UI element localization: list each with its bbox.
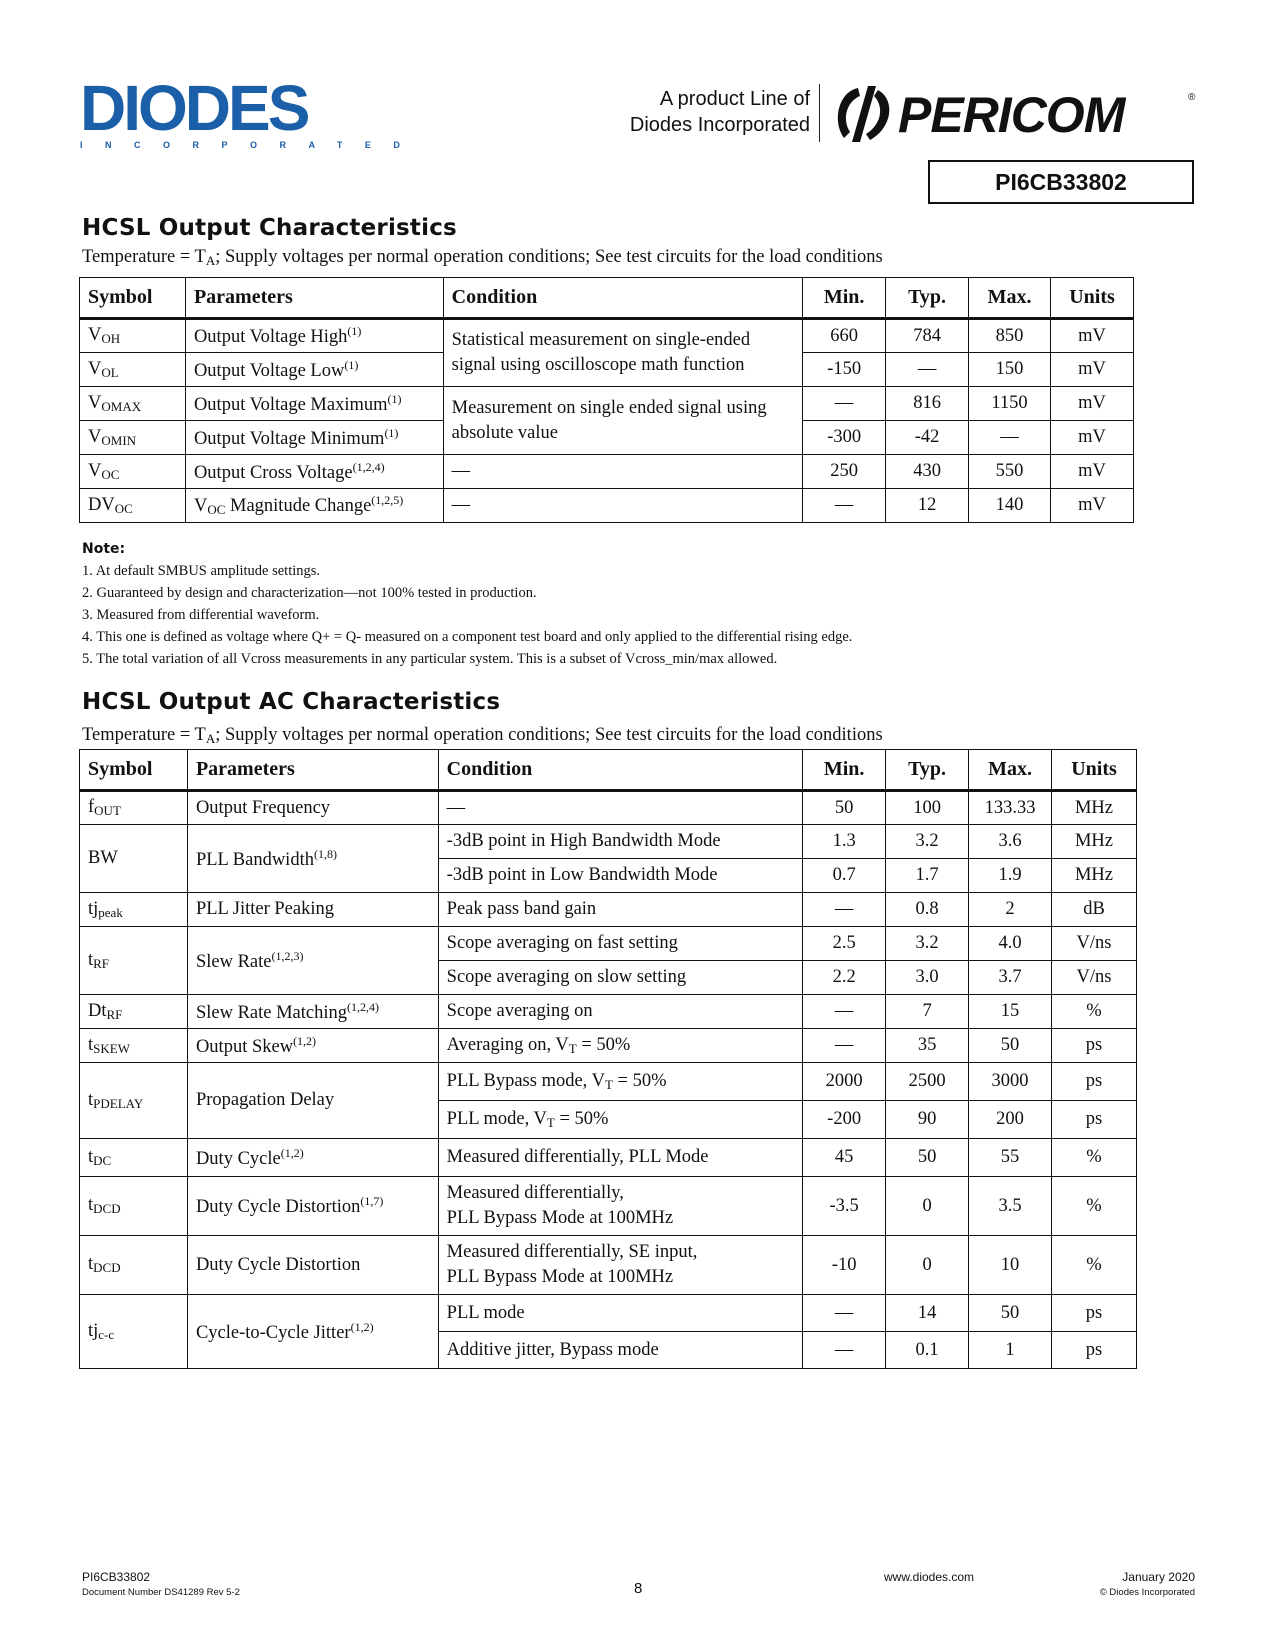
min-cell: 2.2 [803,961,886,995]
max-cell: 50 [969,1029,1052,1063]
max-cell: 1.9 [969,859,1052,893]
min-cell: — [803,995,886,1029]
symbol-cell: $tj_{c-c}$ [80,1295,188,1369]
symbol-cell: $t_{DCD}$ [80,1177,188,1236]
units-cell: mV [1050,489,1133,523]
typ-cell: 816 [886,387,969,421]
footer-document-number: Document Number DS41289 Rev 5-2 [82,1587,240,1598]
dc-section-title: HCSL Output Characteristics [82,215,457,241]
condition-cell: Measured differentially, SE input, PLL Bypass Mode at 100MHz [438,1236,802,1295]
typ-cell: 0.8 [886,893,969,927]
units-cell: mV [1050,387,1133,421]
parameter-cell: PLL Jitter Peaking [187,893,438,927]
min-cell: — [803,1295,886,1332]
units-cell: ps [1052,1063,1137,1101]
table-row [80,489,1134,523]
min-cell: 45 [803,1139,886,1177]
typ-cell: 784 [886,319,969,353]
symbol-cell: $f_{OUT}$ [80,791,188,825]
parameter-cell: Duty Cycle Distortion$^{(1,7)}$ [187,1177,438,1236]
diodes-logo-word: DIODES [80,72,308,144]
condition-cell: — [438,791,802,825]
notes-title: Note: [82,541,126,557]
footer-url: www.diodes.com [884,1570,975,1584]
units-cell: MHz [1052,791,1137,825]
units-cell: ps [1052,1029,1137,1063]
min-cell: -150 [803,353,886,387]
max-cell: 4.0 [969,927,1052,961]
min-cell: — [803,893,886,927]
max-cell: 1 [969,1332,1052,1369]
symbol-cell: $t_{PDELAY}$ [80,1063,188,1139]
condition-cell: Scope averaging on fast setting [438,927,802,961]
symbol-cell: BW [80,825,188,893]
units-cell: ps [1052,1332,1137,1369]
symbol-cell: $V_{OL}$ [80,353,186,387]
condition-cell: Averaging on, $V_T = 50\%$ [438,1029,802,1063]
typ-cell: 3.2 [886,825,969,859]
pericom-mark-icon [838,86,889,142]
table-row [80,893,1137,927]
dc-characteristics-table [79,277,1134,523]
typ-cell: 14 [886,1295,969,1332]
parameter-cell: Output Voltage Maximum$^{(1)}$ [185,387,443,421]
min-cell: 1.3 [803,825,886,859]
condition-cell: Additive jitter, Bypass mode [438,1332,802,1369]
units-cell: ps [1052,1101,1137,1139]
typ-cell: 3.2 [886,927,969,961]
col-header-min: Min. [803,278,886,319]
symbol-cell: $DV_{OC}$ [80,489,186,523]
tagline-line2: Diodes Incorporated [629,114,810,136]
table-row [80,1139,1137,1177]
page-number: 8 [634,1580,643,1597]
col-header-parameters: Parameters [185,278,443,319]
condition-cell: — [443,489,803,523]
typ-cell: — [886,353,969,387]
typ-cell: 12 [886,489,969,523]
tagline-line1: A product Line of [659,88,810,110]
note-item: 1. At default SMBUS amplitude settings. [82,563,321,579]
parameter-cell: Output Frequency [187,791,438,825]
max-cell: 550 [969,455,1051,489]
ac-subtitle: Temperature = $T_A$; Supply voltages per normal operation conditions; See test circuits for the load conditions [82,725,883,746]
table-row [80,319,1134,353]
table-row [80,825,1137,859]
symbol-cell: $V_{OMAX}$ [80,387,186,421]
parameter-cell: Slew Rate Matching$^{(1,2,4)}$ [187,995,438,1029]
typ-cell: 430 [886,455,969,489]
col-header-condition: Condition [438,750,802,791]
col-header-max: Max. [969,750,1052,791]
footer-part-number: PI6CB33802 [82,1570,151,1584]
table-row [80,1063,1137,1101]
units-cell: V/ns [1052,927,1137,961]
units-cell: MHz [1052,859,1137,893]
ac-characteristics-table [79,749,1137,1369]
max-cell: 10 [969,1236,1052,1295]
condition-cell: Scope averaging on [438,995,802,1029]
units-cell: % [1052,1177,1137,1236]
min-cell: — [803,1332,886,1369]
table-header-row [80,278,1134,319]
note-item: 5. The total variation of all Vcross measurements in any particular system. This is a subset of Vcross_min/max allowed. [82,651,778,667]
max-cell: 3.5 [969,1177,1052,1236]
note-item: 2. Guaranteed by design and characterization—not 100% tested in production. [82,585,537,601]
max-cell: 133.33 [969,791,1052,825]
parameter-cell: Cycle-to-Cycle Jitter$^{(1,2)}$ [187,1295,438,1369]
min-cell: 250 [803,455,886,489]
condition-cell: Measurement on single ended signal using absolute value [443,387,803,455]
header-divider [819,84,820,142]
parameter-cell: $V_{OC}$ Magnitude Change$^{(1,2,5)}$ [185,489,443,523]
min-cell: 2.5 [803,927,886,961]
symbol-cell: $V_{OH}$ [80,319,186,353]
part-number-box: PI6CB33802 [928,160,1194,204]
symbol-cell: $V_{OC}$ [80,455,186,489]
pericom-logo [830,82,1200,146]
symbol-cell: $t_{DCD}$ [80,1236,188,1295]
min-cell: -10 [803,1236,886,1295]
units-cell: mV [1050,455,1133,489]
typ-cell: 50 [886,1139,969,1177]
col-header-symbol: Symbol [80,750,188,791]
max-cell: 2 [969,893,1052,927]
units-cell: mV [1050,421,1133,455]
table-row [80,791,1137,825]
table-header-row [80,750,1137,791]
parameter-cell: Duty Cycle Distortion [187,1236,438,1295]
parameter-cell: Output Voltage Low$^{(1)}$ [185,353,443,387]
min-cell: -200 [803,1101,886,1139]
table-row [80,455,1134,489]
parameter-cell: Duty Cycle$^{(1,2)}$ [187,1139,438,1177]
footer-date: January 2020 [1122,1570,1195,1584]
footer-right [1100,1570,1195,1598]
units-cell: V/ns [1052,961,1137,995]
condition-cell: PLL Bypass mode, $V_T = 50\%$ [438,1063,802,1101]
col-header-typ: Typ. [886,750,969,791]
max-cell: 150 [969,353,1051,387]
max-cell: 3.6 [969,825,1052,859]
table-row [80,1295,1137,1332]
min-cell: 50 [803,791,886,825]
parameter-cell: Output Cross Voltage$^{(1,2,4)}$ [185,455,443,489]
col-header-units: Units [1052,750,1137,791]
parameter-cell: Output Skew$^{(1,2)}$ [187,1029,438,1063]
condition-cell: Statistical measurement on single-ended signal using oscilloscope math function [443,319,803,387]
condition-cell: PLL mode, $V_T = 50\%$ [438,1101,802,1139]
table-row [80,995,1137,1029]
table-row [80,927,1137,961]
col-header-min: Min. [803,750,886,791]
ac-section-title: HCSL Output AC Characteristics [82,689,501,715]
max-cell: 55 [969,1139,1052,1177]
symbol-cell: $t_{DC}$ [80,1139,188,1177]
max-cell: 200 [969,1101,1052,1139]
condition-cell: PLL mode [438,1295,802,1332]
min-cell: 0.7 [803,859,886,893]
units-cell: mV [1050,353,1133,387]
max-cell: 1150 [969,387,1051,421]
condition-cell: Scope averaging on slow setting [438,961,802,995]
col-header-units: Units [1050,278,1133,319]
max-cell: 3.7 [969,961,1052,995]
min-cell: — [803,1029,886,1063]
diodes-logo [80,72,423,150]
max-cell: 3000 [969,1063,1052,1101]
max-cell: 850 [969,319,1051,353]
col-header-typ: Typ. [886,278,969,319]
note-item: 3. Measured from differential waveform. [82,607,320,623]
symbol-cell: $t_{RF}$ [80,927,188,995]
min-cell: 660 [803,319,886,353]
symbol-cell: $tj_{peak}$ [80,893,188,927]
min-cell: -3.5 [803,1177,886,1236]
min-cell: 2000 [803,1063,886,1101]
pericom-wordmark: PERICOM [898,87,1125,143]
units-cell: % [1052,1236,1137,1295]
typ-cell: -42 [886,421,969,455]
table-row [80,1177,1137,1236]
parameter-cell: Output Voltage Minimum$^{(1)}$ [185,421,443,455]
note-item: 4. This one is defined as voltage where Q+ = Q- measured on a component test board and only applied to the differential rising edge. [82,629,853,645]
typ-cell: 35 [886,1029,969,1063]
symbol-cell: $Dt_{RF}$ [80,995,188,1029]
typ-cell: 90 [886,1101,969,1139]
notes [82,541,853,670]
diodes-logo-subtext: INCORPORATED [80,140,423,150]
typ-cell: 100 [886,791,969,825]
registered-mark-icon: ® [1188,92,1196,103]
col-header-condition: Condition [443,278,803,319]
parameter-cell: Output Voltage High$^{(1)}$ [185,319,443,353]
table-row [80,1029,1137,1063]
max-cell: — [969,421,1051,455]
footer-copyright: © Diodes Incorporated [1099,1587,1195,1598]
dc-subtitle: Temperature = $T_A$; Supply voltages per normal operation conditions; See test circuits for the load conditions [82,247,883,268]
table-row [80,1236,1137,1295]
min-cell: -300 [803,421,886,455]
condition-cell: Measured differentially, PLL Mode [438,1139,802,1177]
condition-cell: Measured differentially, PLL Bypass Mode at 100MHz [438,1177,802,1236]
typ-cell: 0 [886,1177,969,1236]
symbol-cell: $V_{OMIN}$ [80,421,186,455]
units-cell: MHz [1052,825,1137,859]
units-cell: mV [1050,319,1133,353]
col-header-symbol: Symbol [80,278,186,319]
col-header-max: Max. [969,278,1051,319]
units-cell: % [1052,1139,1137,1177]
typ-cell: 0.1 [886,1332,969,1369]
min-cell: — [803,489,886,523]
tagline [630,86,810,138]
condition-cell: -3dB point in High Bandwidth Mode [438,825,802,859]
units-cell: ps [1052,1295,1137,1332]
units-cell: dB [1052,893,1137,927]
max-cell: 15 [969,995,1052,1029]
typ-cell: 0 [886,1236,969,1295]
min-cell: — [803,387,886,421]
parameter-cell: Slew Rate$^{(1,2,3)}$ [187,927,438,995]
parameter-cell: Propagation Delay [187,1063,438,1139]
typ-cell: 1.7 [886,859,969,893]
col-header-parameters: Parameters [187,750,438,791]
units-cell: % [1052,995,1137,1029]
condition-cell: Peak pass band gain [438,893,802,927]
typ-cell: 3.0 [886,961,969,995]
condition-cell: — [443,455,803,489]
condition-cell: -3dB point in Low Bandwidth Mode [438,859,802,893]
symbol-cell: $t_{SKEW}$ [80,1029,188,1063]
typ-cell: 2500 [886,1063,969,1101]
parameter-cell: PLL Bandwidth$^{(1,8)}$ [187,825,438,893]
footer-left [82,1570,240,1598]
max-cell: 140 [969,489,1051,523]
table-row [80,387,1134,421]
typ-cell: 7 [886,995,969,1029]
max-cell: 50 [969,1295,1052,1332]
